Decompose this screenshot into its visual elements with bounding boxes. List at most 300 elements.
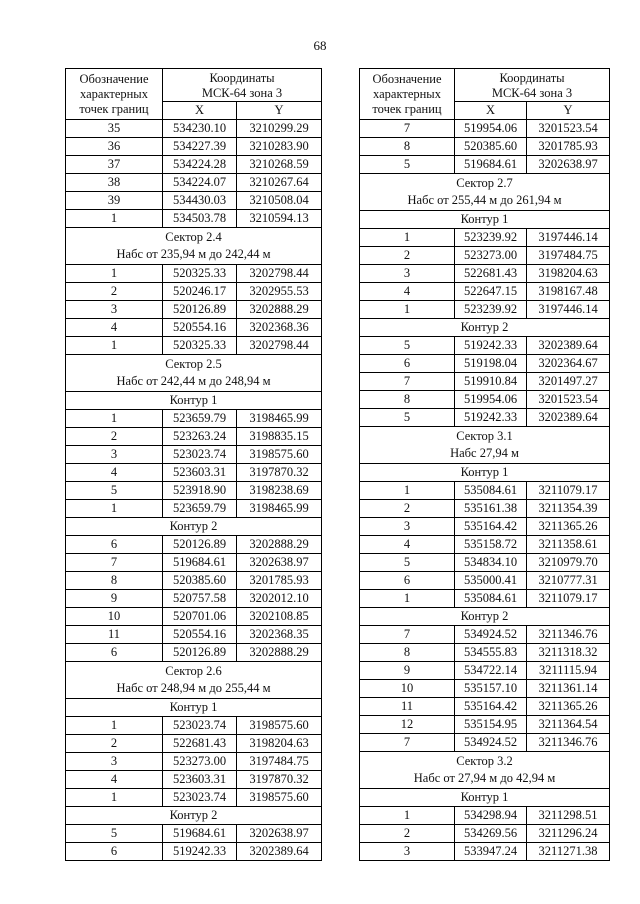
point-number-cell: 3 — [66, 753, 163, 771]
point-number-cell: 37 — [66, 156, 163, 174]
y-coordinate-cell: 3198204.63 — [527, 265, 610, 283]
y-coordinate-cell: 3201497.27 — [527, 373, 610, 391]
y-coordinate-cell: 3198575.60 — [237, 789, 322, 807]
y-coordinate-cell: 3202888.29 — [237, 644, 322, 662]
designation-header-line: характерных — [373, 86, 441, 101]
table-row — [360, 518, 610, 536]
coordinates-header-line: Координаты — [209, 71, 275, 85]
point-number-cell: 7 — [66, 554, 163, 572]
sector-depth-range: Набс от 242,44 м до 248,94 м — [116, 374, 271, 388]
table-row — [360, 536, 610, 554]
table-row — [66, 771, 322, 789]
point-number-cell: 2 — [66, 428, 163, 446]
point-number-cell: 3 — [360, 843, 455, 861]
table-row — [360, 825, 610, 843]
y-coordinate-cell: 3202638.97 — [237, 825, 322, 843]
y-coordinate-cell: 3202364.67 — [527, 355, 610, 373]
table-row — [66, 536, 322, 554]
y-coordinate-cell: 3198575.60 — [237, 446, 322, 464]
table-row — [360, 698, 610, 716]
x-coordinate-cell: 533947.24 — [455, 843, 527, 861]
x-coordinate-cell: 519684.61 — [163, 825, 237, 843]
x-coordinate-cell: 519910.84 — [455, 373, 527, 391]
y-coordinate-cell: 3198465.99 — [237, 500, 322, 518]
point-number-cell: 39 — [66, 192, 163, 210]
y-coordinate-cell: 3202888.29 — [237, 536, 322, 554]
point-number-cell: 1 — [360, 229, 455, 247]
x-coordinate-cell: 523023.74 — [163, 717, 237, 735]
y-coordinate-cell: 3211079.17 — [527, 590, 610, 608]
point-number-cell: 5 — [360, 337, 455, 355]
point-number-cell: 5 — [66, 482, 163, 500]
contour-header-row — [66, 392, 322, 410]
x-coordinate-cell: 520701.06 — [163, 608, 237, 626]
table-row — [360, 373, 610, 391]
y-coordinate-cell: 3211346.76 — [527, 626, 610, 644]
y-coordinate-cell: 3211358.61 — [527, 536, 610, 554]
contour-label: Контур 2 — [360, 608, 610, 626]
designation-header-line: Обозначение — [79, 71, 149, 86]
table-row — [360, 156, 610, 174]
x-coordinate-cell: 535084.61 — [455, 590, 527, 608]
y-coordinate-cell: 3198575.60 — [237, 717, 322, 735]
point-number-cell: 3 — [66, 301, 163, 319]
table-row — [360, 409, 610, 427]
table-row — [360, 716, 610, 734]
x-coordinate-cell: 534924.52 — [455, 626, 527, 644]
y-coordinate-cell: 3211271.38 — [527, 843, 610, 861]
sector-header-row — [360, 174, 610, 211]
point-number-cell: 4 — [66, 464, 163, 482]
x-coordinate-cell: 520554.16 — [163, 319, 237, 337]
sector-header-row — [66, 228, 322, 265]
x-coordinate-cell: 520126.89 — [163, 644, 237, 662]
point-number-cell: 8 — [66, 572, 163, 590]
sector-header-row — [360, 427, 610, 464]
sector-header — [360, 174, 610, 211]
y-coordinate-cell: 3197870.32 — [237, 464, 322, 482]
table-row — [360, 626, 610, 644]
coordinates-header-line: Координаты — [499, 71, 565, 85]
point-number-cell: 35 — [66, 120, 163, 138]
sector-header-row — [66, 355, 322, 392]
y-header: Y — [237, 102, 322, 120]
point-number-cell: 6 — [66, 536, 163, 554]
designation-header — [360, 69, 455, 120]
x-coordinate-cell: 534227.39 — [163, 138, 237, 156]
y-coordinate-cell: 3202638.97 — [527, 156, 610, 174]
x-coordinate-cell: 523023.74 — [163, 446, 237, 464]
point-number-cell: 1 — [66, 789, 163, 807]
point-number-cell: 5 — [66, 825, 163, 843]
y-coordinate-cell: 3211346.76 — [527, 734, 610, 752]
table-row — [66, 410, 322, 428]
point-number-cell: 5 — [360, 156, 455, 174]
sector-header — [360, 752, 610, 789]
point-number-cell: 1 — [66, 410, 163, 428]
table-row — [360, 662, 610, 680]
y-coordinate-cell: 3210268.59 — [237, 156, 322, 174]
table-row — [66, 301, 322, 319]
sector-header — [66, 662, 322, 699]
table-row — [360, 391, 610, 409]
x-header: X — [455, 102, 527, 120]
y-coordinate-cell: 3202798.44 — [237, 265, 322, 283]
sector-depth-range: Набс 27,94 м — [450, 446, 519, 460]
point-number-cell: 3 — [66, 446, 163, 464]
contour-header-row — [360, 608, 610, 626]
y-coordinate-cell: 3198204.63 — [237, 735, 322, 753]
table-row — [66, 192, 322, 210]
sector-title: Сектор 3.1 — [456, 429, 513, 443]
point-number-cell: 4 — [66, 771, 163, 789]
designation-header-line: точек границ — [372, 101, 442, 116]
x-coordinate-cell: 535157.10 — [455, 680, 527, 698]
y-coordinate-cell: 3197484.75 — [237, 753, 322, 771]
contour-label: Контур 2 — [66, 518, 322, 536]
y-coordinate-cell: 3198167.48 — [527, 283, 610, 301]
point-number-cell: 6 — [66, 843, 163, 861]
y-coordinate-cell: 3211115.94 — [527, 662, 610, 680]
coordinates-table-left — [65, 68, 322, 861]
point-number-cell: 4 — [360, 536, 455, 554]
x-coordinate-cell: 520385.60 — [163, 572, 237, 590]
table-row — [66, 446, 322, 464]
table-row — [66, 626, 322, 644]
x-coordinate-cell: 534834.10 — [455, 554, 527, 572]
point-number-cell: 9 — [360, 662, 455, 680]
table-row — [66, 753, 322, 771]
page-number: 68 — [313, 38, 327, 53]
x-coordinate-cell: 534555.83 — [455, 644, 527, 662]
table-row — [66, 283, 322, 301]
table-row — [66, 843, 322, 861]
table-header-row — [360, 69, 610, 102]
point-number-cell: 7 — [360, 626, 455, 644]
x-coordinate-cell: 534722.14 — [455, 662, 527, 680]
y-coordinate-cell: 3201785.93 — [527, 138, 610, 156]
y-coordinate-cell: 3202012.10 — [237, 590, 322, 608]
sector-header — [66, 228, 322, 265]
x-coordinate-cell: 534230.10 — [163, 120, 237, 138]
x-coordinate-cell: 519242.33 — [455, 337, 527, 355]
contour-label: Контур 1 — [66, 699, 322, 717]
x-coordinate-cell: 523659.79 — [163, 500, 237, 518]
contour-header-row — [360, 789, 610, 807]
y-coordinate-cell: 3201523.54 — [527, 391, 610, 409]
x-header: X — [163, 102, 237, 120]
point-number-cell: 12 — [360, 716, 455, 734]
table-row — [66, 572, 322, 590]
point-number-cell: 3 — [360, 265, 455, 283]
x-coordinate-cell: 520554.16 — [163, 626, 237, 644]
x-coordinate-cell: 520325.33 — [163, 337, 237, 355]
point-number-cell: 11 — [360, 698, 455, 716]
coordinates-header-line: МСК-64 зона 3 — [491, 86, 573, 100]
designation-header-line: характерных — [80, 86, 148, 101]
point-number-cell: 3 — [360, 518, 455, 536]
sector-depth-range: Набс от 255,44 м до 261,94 м — [407, 193, 562, 207]
table-row — [360, 644, 610, 662]
point-number-cell: 1 — [66, 265, 163, 283]
y-header: Y — [527, 102, 610, 120]
x-coordinate-cell: 534298.94 — [455, 807, 527, 825]
sector-title: Сектор 2.4 — [165, 230, 222, 244]
table-row — [66, 735, 322, 753]
x-coordinate-cell: 523263.24 — [163, 428, 237, 446]
point-number-cell: 1 — [66, 500, 163, 518]
table-row — [66, 554, 322, 572]
point-number-cell: 10 — [360, 680, 455, 698]
sector-depth-range: Набс от 235,94 м до 242,44 м — [116, 247, 271, 261]
x-coordinate-cell: 519954.06 — [455, 120, 527, 138]
table-row — [360, 283, 610, 301]
table-row — [360, 337, 610, 355]
sector-header-row — [66, 662, 322, 699]
x-coordinate-cell: 520385.60 — [455, 138, 527, 156]
table-row — [66, 174, 322, 192]
table-row — [360, 301, 610, 319]
contour-label: Контур 1 — [360, 464, 610, 482]
x-coordinate-cell: 523273.00 — [163, 753, 237, 771]
y-coordinate-cell: 3211361.14 — [527, 680, 610, 698]
y-coordinate-cell: 3202798.44 — [237, 337, 322, 355]
y-coordinate-cell: 3197446.14 — [527, 229, 610, 247]
point-number-cell: 2 — [360, 500, 455, 518]
x-coordinate-cell: 523239.92 — [455, 301, 527, 319]
y-coordinate-cell: 3211296.24 — [527, 825, 610, 843]
y-coordinate-cell: 3202368.35 — [237, 626, 322, 644]
x-coordinate-cell: 519684.61 — [163, 554, 237, 572]
y-coordinate-cell: 3211079.17 — [527, 482, 610, 500]
table-row — [360, 247, 610, 265]
table-row — [66, 608, 322, 626]
point-number-cell: 11 — [66, 626, 163, 644]
table-row — [360, 482, 610, 500]
sector-header — [360, 427, 610, 464]
table-row — [66, 644, 322, 662]
x-coordinate-cell: 522681.43 — [163, 735, 237, 753]
contour-label: Контур 1 — [360, 211, 610, 229]
x-coordinate-cell: 534224.28 — [163, 156, 237, 174]
point-number-cell: 1 — [66, 337, 163, 355]
sector-title: Сектор 3.2 — [456, 754, 513, 768]
table-row — [66, 120, 322, 138]
table-row — [360, 138, 610, 156]
table-row — [66, 789, 322, 807]
x-coordinate-cell: 519954.06 — [455, 391, 527, 409]
point-number-cell: 7 — [360, 120, 455, 138]
y-coordinate-cell: 3202108.85 — [237, 608, 322, 626]
x-coordinate-cell: 534224.07 — [163, 174, 237, 192]
point-number-cell: 6 — [66, 644, 163, 662]
x-coordinate-cell: 519242.33 — [455, 409, 527, 427]
point-number-cell: 1 — [360, 590, 455, 608]
point-number-cell: 6 — [360, 355, 455, 373]
y-coordinate-cell: 3211354.39 — [527, 500, 610, 518]
y-coordinate-cell: 3211365.26 — [527, 698, 610, 716]
x-coordinate-cell: 535158.72 — [455, 536, 527, 554]
point-number-cell: 8 — [360, 644, 455, 662]
y-coordinate-cell: 3210979.70 — [527, 554, 610, 572]
x-coordinate-cell: 520757.58 — [163, 590, 237, 608]
y-coordinate-cell: 3210267.64 — [237, 174, 322, 192]
x-coordinate-cell: 522681.43 — [455, 265, 527, 283]
y-coordinate-cell: 3211298.51 — [527, 807, 610, 825]
table-row — [66, 156, 322, 174]
table-header-row — [66, 69, 322, 102]
table-row — [66, 337, 322, 355]
point-number-cell: 5 — [360, 409, 455, 427]
y-coordinate-cell: 3210594.13 — [237, 210, 322, 228]
table-row — [360, 120, 610, 138]
y-coordinate-cell: 3202389.64 — [527, 409, 610, 427]
x-coordinate-cell: 523239.92 — [455, 229, 527, 247]
y-coordinate-cell: 3201523.54 — [527, 120, 610, 138]
x-coordinate-cell: 535161.38 — [455, 500, 527, 518]
x-coordinate-cell: 535154.95 — [455, 716, 527, 734]
point-number-cell: 6 — [360, 572, 455, 590]
table-row — [360, 572, 610, 590]
point-number-cell: 5 — [360, 554, 455, 572]
point-number-cell: 1 — [66, 210, 163, 228]
table-row — [360, 680, 610, 698]
y-coordinate-cell: 3202389.64 — [527, 337, 610, 355]
point-number-cell: 1 — [66, 717, 163, 735]
y-coordinate-cell: 3197484.75 — [527, 247, 610, 265]
coordinates-header — [163, 69, 322, 102]
table-row — [66, 138, 322, 156]
table-row — [66, 825, 322, 843]
x-coordinate-cell: 520246.17 — [163, 283, 237, 301]
sector-title: Сектор 2.6 — [165, 664, 222, 678]
contour-header-row — [66, 807, 322, 825]
y-coordinate-cell: 3198835.15 — [237, 428, 322, 446]
table-row — [360, 229, 610, 247]
table-row — [66, 464, 322, 482]
x-coordinate-cell: 519684.61 — [455, 156, 527, 174]
point-number-cell: 1 — [360, 482, 455, 500]
x-coordinate-cell: 520126.89 — [163, 536, 237, 554]
x-coordinate-cell: 520126.89 — [163, 301, 237, 319]
point-number-cell: 2 — [360, 247, 455, 265]
x-coordinate-cell: 535000.41 — [455, 572, 527, 590]
point-number-cell: 4 — [360, 283, 455, 301]
contour-header-row — [66, 518, 322, 536]
contour-header-row — [66, 699, 322, 717]
x-coordinate-cell: 519198.04 — [455, 355, 527, 373]
table-row — [66, 482, 322, 500]
contour-header-row — [360, 211, 610, 229]
sector-header-row — [360, 752, 610, 789]
table-row — [360, 265, 610, 283]
point-number-cell: 2 — [66, 735, 163, 753]
table-row — [360, 500, 610, 518]
x-coordinate-cell: 523603.31 — [163, 464, 237, 482]
point-number-cell: 7 — [360, 373, 455, 391]
y-coordinate-cell: 3198465.99 — [237, 410, 322, 428]
point-number-cell: 1 — [360, 301, 455, 319]
table-row — [360, 590, 610, 608]
y-coordinate-cell: 3202955.53 — [237, 283, 322, 301]
table-row — [66, 265, 322, 283]
sector-title: Сектор 2.7 — [456, 176, 513, 190]
contour-label: Контур 2 — [66, 807, 322, 825]
x-coordinate-cell: 523659.79 — [163, 410, 237, 428]
table-row — [360, 843, 610, 861]
point-number-cell: 8 — [360, 391, 455, 409]
y-coordinate-cell: 3197870.32 — [237, 771, 322, 789]
y-coordinate-cell: 3202638.97 — [237, 554, 322, 572]
point-number-cell: 2 — [66, 283, 163, 301]
point-number-cell: 4 — [66, 319, 163, 337]
y-coordinate-cell: 3202888.29 — [237, 301, 322, 319]
point-number-cell: 38 — [66, 174, 163, 192]
x-coordinate-cell: 534924.52 — [455, 734, 527, 752]
y-coordinate-cell: 3202389.64 — [237, 843, 322, 861]
y-coordinate-cell: 3210283.90 — [237, 138, 322, 156]
x-coordinate-cell: 523603.31 — [163, 771, 237, 789]
table-row — [360, 807, 610, 825]
x-coordinate-cell: 535164.42 — [455, 698, 527, 716]
table-row — [66, 428, 322, 446]
y-coordinate-cell: 3211318.32 — [527, 644, 610, 662]
y-coordinate-cell: 3210777.31 — [527, 572, 610, 590]
sector-depth-range: Набс от 27,94 м до 42,94 м — [413, 771, 556, 785]
designation-header — [66, 69, 163, 120]
point-number-cell: 8 — [360, 138, 455, 156]
contour-header-row — [360, 464, 610, 482]
x-coordinate-cell: 523273.00 — [455, 247, 527, 265]
table-row — [360, 734, 610, 752]
point-number-cell: 2 — [360, 825, 455, 843]
coordinates-header — [455, 69, 610, 102]
y-coordinate-cell: 3197446.14 — [527, 301, 610, 319]
sector-title: Сектор 2.5 — [165, 357, 222, 371]
table-row — [66, 590, 322, 608]
table-row — [66, 500, 322, 518]
y-coordinate-cell: 3210299.29 — [237, 120, 322, 138]
y-coordinate-cell: 3198238.69 — [237, 482, 322, 500]
sector-depth-range: Набс от 248,94 м до 255,44 м — [116, 681, 271, 695]
designation-header-line: точек границ — [79, 101, 149, 116]
sector-header — [66, 355, 322, 392]
x-coordinate-cell: 522647.15 — [455, 283, 527, 301]
table-row — [66, 319, 322, 337]
y-coordinate-cell: 3201785.93 — [237, 572, 322, 590]
x-coordinate-cell: 523023.74 — [163, 789, 237, 807]
contour-label: Контур 1 — [66, 392, 322, 410]
x-coordinate-cell: 523918.90 — [163, 482, 237, 500]
point-number-cell: 36 — [66, 138, 163, 156]
coordinates-header-line: МСК-64 зона 3 — [201, 86, 283, 100]
y-coordinate-cell: 3210508.04 — [237, 192, 322, 210]
contour-header-row — [360, 319, 610, 337]
point-number-cell: 10 — [66, 608, 163, 626]
table-row — [360, 554, 610, 572]
contour-label: Контур 1 — [360, 789, 610, 807]
x-coordinate-cell: 534503.78 — [163, 210, 237, 228]
point-number-cell: 7 — [360, 734, 455, 752]
x-coordinate-cell: 535164.42 — [455, 518, 527, 536]
table-row — [66, 717, 322, 735]
x-coordinate-cell: 520325.33 — [163, 265, 237, 283]
y-coordinate-cell: 3202368.36 — [237, 319, 322, 337]
designation-header-line: Обозначение — [372, 71, 442, 86]
point-number-cell: 1 — [360, 807, 455, 825]
y-coordinate-cell: 3211365.26 — [527, 518, 610, 536]
table-row — [360, 355, 610, 373]
